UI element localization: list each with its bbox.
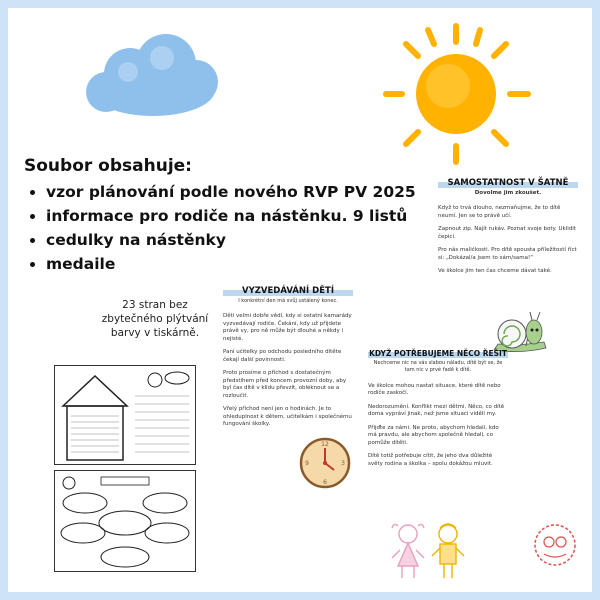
list-item: • cedulky na nástěnky — [46, 228, 444, 252]
card-subtitle: Dovolme jim zkoušet. — [474, 189, 542, 196]
kids-icon — [384, 520, 474, 582]
card-paragraph: Proto prosíme o příchod s dostatečným předstihem před koncem provozní doby, aby byl čas dítě v klidu převzít, obléknout se a rozloučit. — [223, 370, 347, 399]
cloud-icon — [78, 28, 228, 128]
list-item: • medaile — [46, 252, 444, 276]
stamp-logo — [532, 522, 578, 568]
feature-list — [24, 180, 444, 276]
sun-icon — [368, 18, 543, 168]
card-paragraph: Přijďte za námi. Ne proto, abychom hledali, kdo má pravdu, ale abychom společně hledali, co pomůže dítěti. — [368, 424, 499, 446]
card-paragraph: Když to trvá dlouho, nezmaňujme, že to dítě neumí. Jen se to právě učí. — [438, 205, 561, 219]
mindmap-sheet-thumbnail — [54, 470, 196, 572]
card-paragraph: Ve školce mohou nastat situace, které dítě nebo rodiče zaskočí. — [368, 382, 501, 396]
card-samostatnost — [438, 178, 578, 282]
card-potrebujeme — [368, 348, 508, 474]
svg-text:9: 9 — [305, 460, 309, 467]
card-paragraph: Nedorozumění. Konflikt mezi dětmi. Něco, co dítě doma vypráví jinak, než jsme situaci viděli my. — [368, 403, 505, 417]
card-paragraph: Zapnout zip. Najít rukáv. Poznat svoje boty. Uklidit čepici. — [438, 226, 576, 240]
card-paragraph: Dítě totiž potřebuje cítit, že jeho dva důležité světy rodina a školka – spolu dokážou mluvit. — [368, 453, 493, 467]
card-title: VYZVEDÁVÁNÍ DĚTÍ — [223, 286, 353, 298]
svg-text:12: 12 — [321, 441, 329, 448]
list-item: • vzor plánování podle nového RVP PV 2025 — [46, 180, 444, 204]
card-paragraph: Vřelý příchod není jen o hodinách. Je to ohleduplnost k dětem, učitelkám i společnému fungování školky. — [223, 406, 352, 427]
svg-text:6: 6 — [323, 479, 327, 486]
card-vyzvedavani — [223, 286, 353, 435]
card-paragraph: Paní učitelky po odchodu posledního dítěte čekají další povinnosti. — [223, 349, 342, 363]
clock-icon — [298, 436, 352, 490]
list-title: Soubor obsahuje: — [24, 156, 192, 176]
svg-text:3: 3 — [341, 460, 345, 467]
page — [8, 8, 592, 592]
content-list — [24, 156, 444, 276]
list-item: • informace pro rodiče na nástěnku. 9 listů — [46, 204, 444, 228]
card-title: SAMOSTATNOST V ŠATNĚ — [438, 178, 578, 190]
card-title: KDYŽ POTŘEBUJEME NĚCO ŘEŠIT — [369, 349, 507, 358]
card-paragraph: Ve školce jim ten čas chceme dávat také. — [438, 268, 552, 274]
card-paragraph: Pro nás maličkosti. Pro dítě spousta příležitostí říct si: „Dokázal/a jsem to sám/sama!“ — [438, 247, 577, 261]
page-count-note: 23 stran bez zbytečného plýtvání barvy v tiskárně. — [101, 299, 209, 339]
card-subtitle: Nechceme nic na vás slabou náladu, dítě být se, že tam nic v prvé řadě k dítě. — [373, 359, 503, 373]
card-subtitle: I konkrétní den má svůj ustálený konec. — [238, 297, 338, 304]
planning-sheet-thumbnail — [54, 365, 196, 465]
card-paragraph: Děti velmi dobře vědí, kdy si ostatní kamarády vyzvedávají rodiče. Čekání, kdy už přijdete právě vy, pro ně může být dlouhé a někdy i nejisté. — [223, 313, 352, 342]
